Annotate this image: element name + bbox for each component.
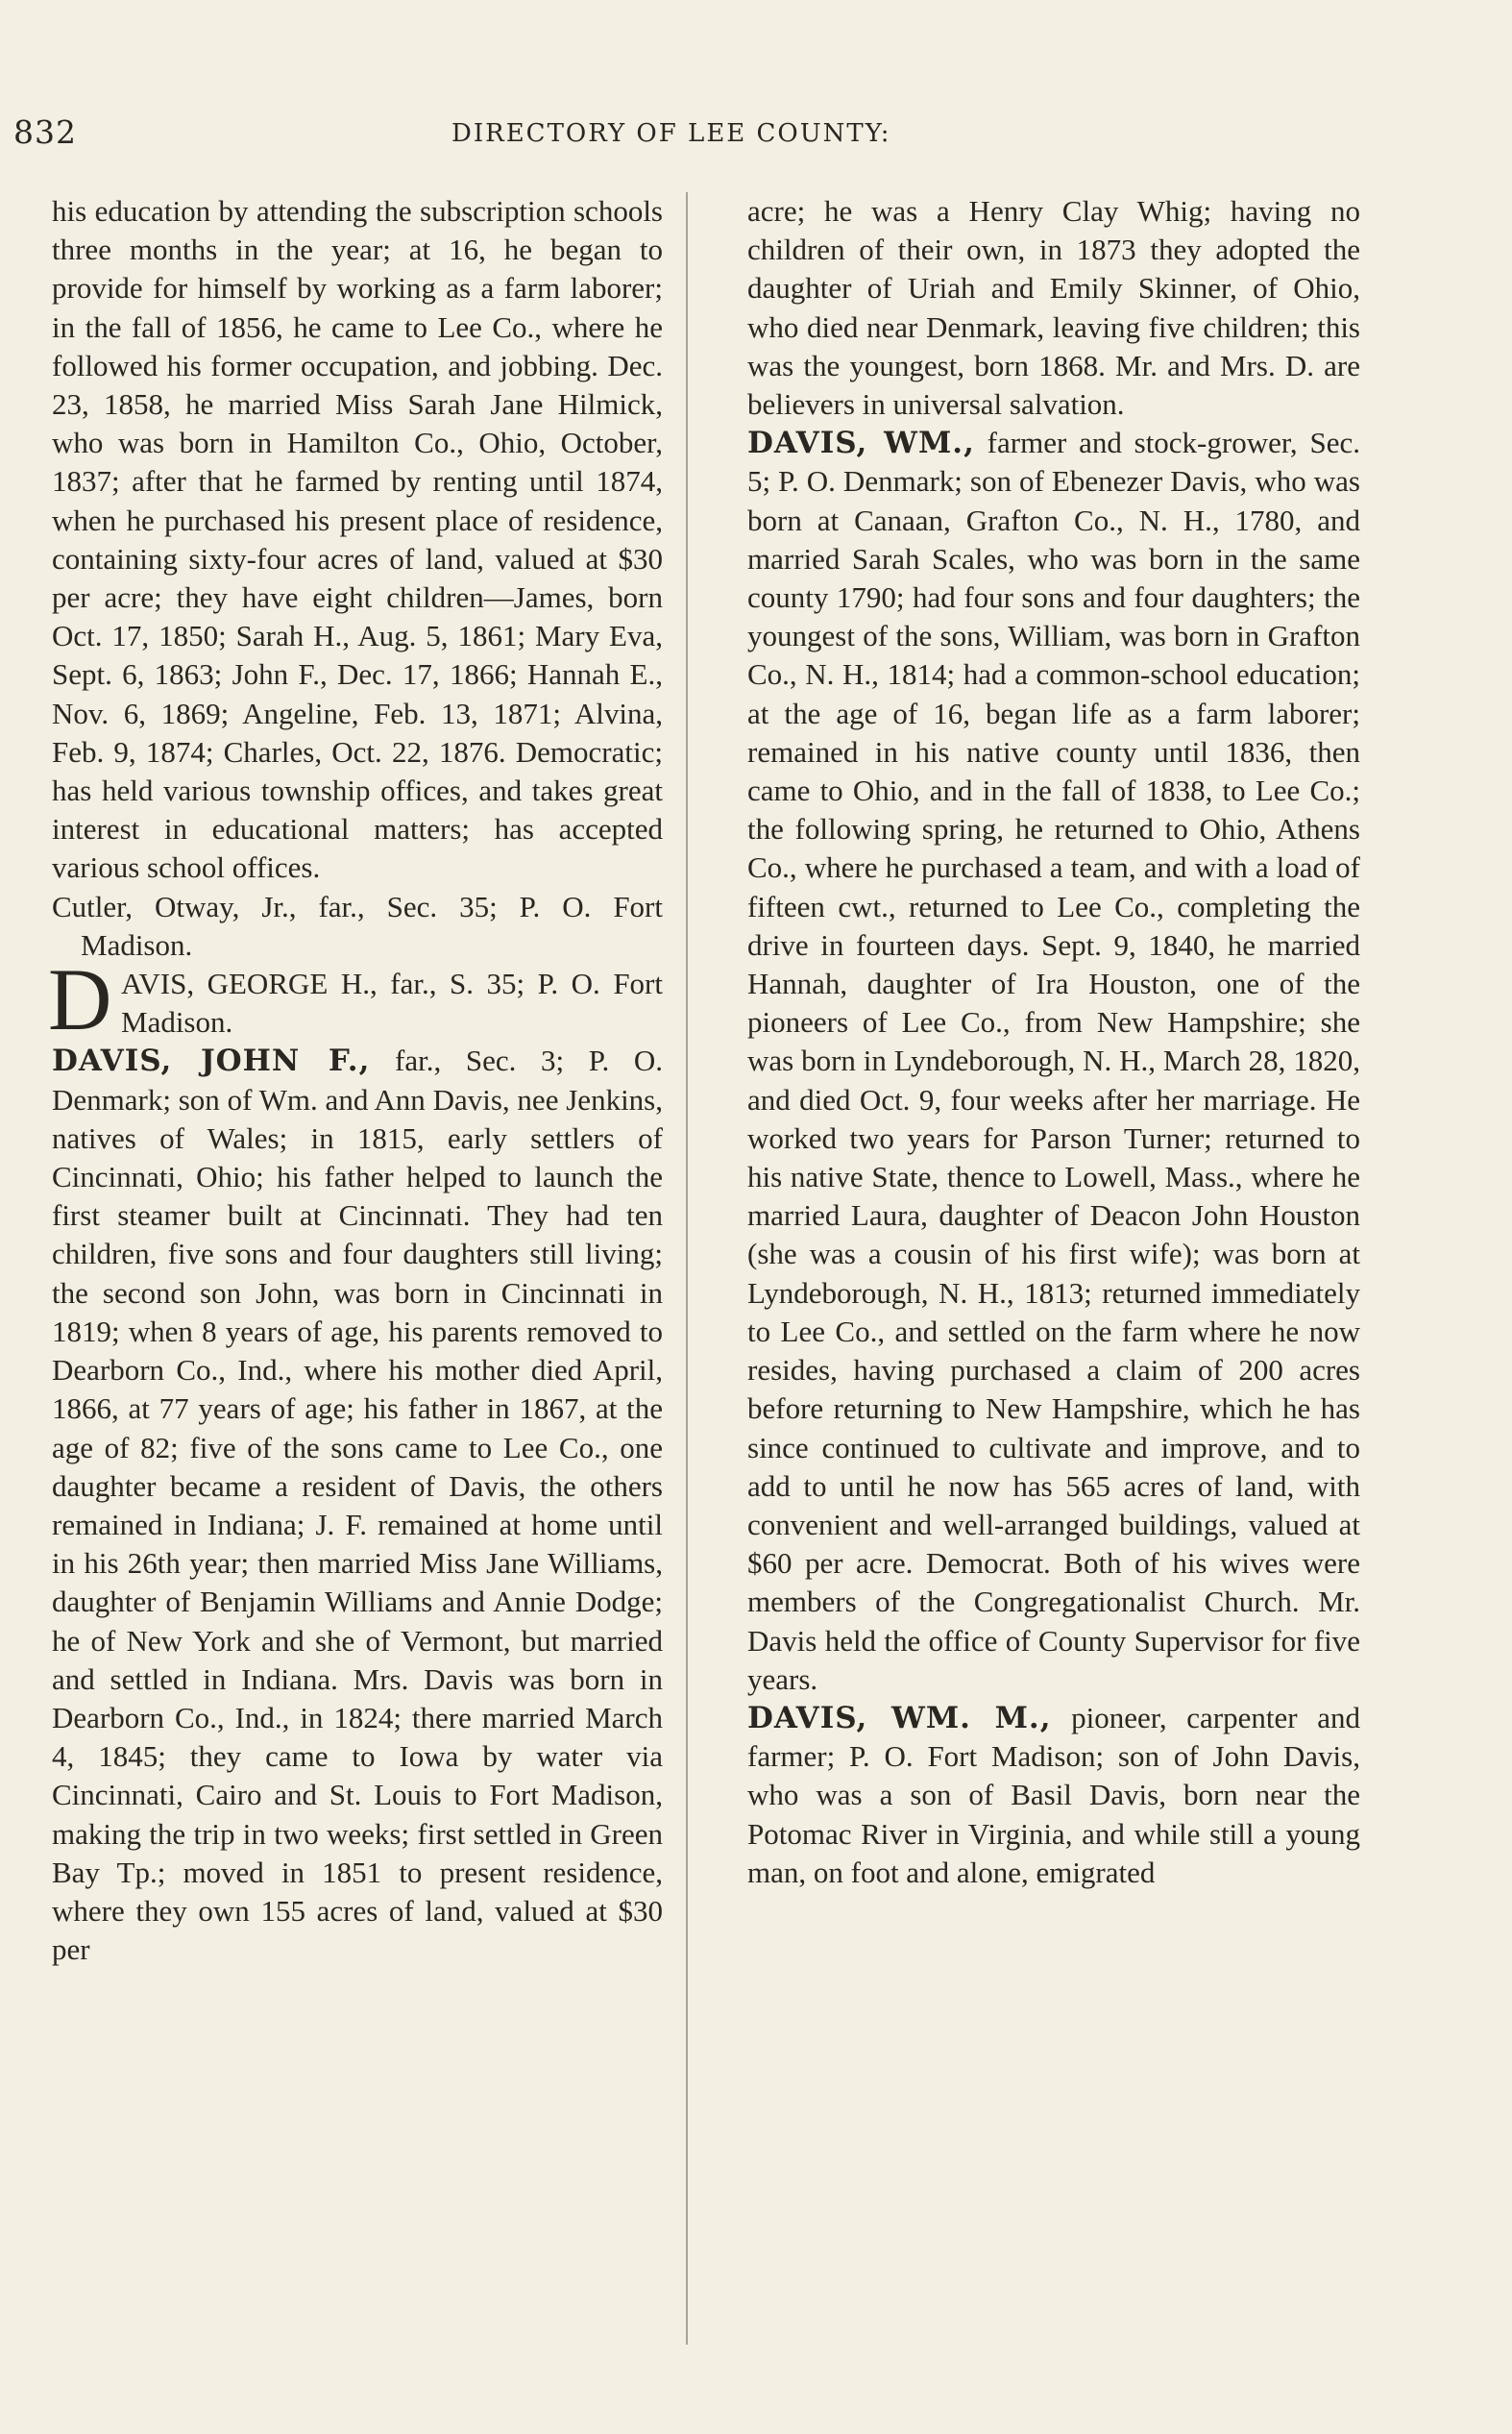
- entry-text: farmer and stock-grower, Sec. 5; P. O. Denmark; son of Ebenezer Davis, who was born at Canaan, Grafton Co., N. H., 1780, and married Sarah Scales, who was born in the same county 1790; had four sons and four daughters; the youngest of the sons, William, was born in Grafton Co., N. H., 1814; had a common-school education; at the age of 16, began life as a farm laborer; remained in his native county until 1836, then came to Ohio, and in the fall of 1838, to Lee Co.; the following spring, he returned to Ohio, Athens Co., where he purchased a team, and with a load of fifteen cwt., returned to Lee Co., completing the drive in fourteen days. Sept. 9, 1840, he married Hannah, daughter of Ira Houston, one of the pioneers of Lee Co., from New Hampshire; she was born in Lyndeborough, N. H., March 28, 1820, and died Oct. 9, four weeks after her marriage. He worked two years for Parson Turner; returned to his native State, thence to Lowell, Mass., where he married Laura, daughter of Deacon John Houston (she was a cousin of his first wife); was born at Lyndeborough, N. H., 1813; returned immediately to Lee Co., and settled on the farm where he now resides, having purchased a claim of 200 acres before returning to New Hampshire, which he has since continued to cultivate and improve, and to add to until he now has 565 acres of land, with convenient and well-arranged buildings, valued at $60 per acre. Democrat. Both of his wives were members of the Congregationalist Church. Mr. Davis held the office of County Supervisor for five years.: [747, 426, 1360, 1696]
- entry-heading: DAVIS, WM. M.,: [747, 1700, 1052, 1735]
- entry-continuation: his education by attending the subscription schools three months in the year; at 16, he began to provide for himself by working as a farm laborer; in the fall of 1856, he came to Lee Co., where he followed his former occupation, and jobbing. Dec. 23, 1858, he married Miss Sarah Jane Hilmick, who was born in Hamilton Co., Ohio, October, 1837; after that he farmed by renting until 1874, when he purchased his present place of residence, containing sixty-four acres of land, valued at $30 per acre; they have eight children—James, born Oct. 17, 1850; Sarah H., Aug. 5, 1861; Mary Eva, Sept. 6, 1863; John F., Dec. 17, 1866; Hannah E., Nov. 6, 1869; Angeline, Feb. 13, 1871; Alvina, Feb. 9, 1874; Charles, Oct. 22, 1876. Democratic; has held various township offices, and takes great interest in educational matters; has accepted various school offices.: [52, 194, 663, 885]
- running-title: DIRECTORY OF LEE COUNTY:: [451, 119, 891, 148]
- left-column: [48, 192, 663, 1969]
- page-number: 832: [13, 113, 77, 151]
- entry-davis-wm-m: [747, 1699, 1360, 1892]
- right-column: [747, 192, 1360, 1892]
- drop-cap: D: [48, 950, 112, 1049]
- column-divider: [686, 192, 688, 2345]
- entry-text: pioneer, carpenter and farmer; P. O. Fort Madison; son of John Davis, who was a son of Basil Davis, born near the Potomac River in Virginia, and while still a young man, on foot and alone, emigrated: [747, 1700, 1360, 1889]
- entry-davis-wm: [747, 424, 1360, 1699]
- entry-davis-george: [48, 950, 663, 1049]
- entry-heading: DAVIS, JOHN F.,: [52, 1044, 371, 1079]
- entry-text: far., Sec. 3; P. O. Denmark; son of Wm. and Ann Davis, nee Jenkins, natives of Wales; in 1815, early settlers of Cincinnati, Ohio; his father helped to launch the first steamer built at Cincinnati. They had ten children, five sons and four daughters still living; the second son John, was born in Cincinnati in 1819; when 8 years of age, his parents removed to Dearborn Co., Ind., where his mother died April, 1866, at 77 years of age; his father in 1867, at the age of 82; five of the sons came to Lee Co., one daughter became a resident of Davis, the others remained in Indiana; J. F. remained at home until in his 26th year; then married Miss Jane Williams, daughter of Benjamin Williams and Annie Dodge; he of New York and she of Vermont, but married and settled in Indiana. Mrs. Davis was born in Dearborn Co., Ind., in 1824; there married March 4, 1845; they came to Iowa by water via Cincinnati, Cairo and St. Louis to Fort Madison, making the trip in two weeks; first settled in Green Bay Tp.; moved in 1851 to present residence, where they own 155 acres of land, valued at $30 per: [52, 1044, 663, 1967]
- entry-continuation: acre; he was a Henry Clay Whig; having no children of their own, in 1873 they adopted the daughter of Uriah and Emily Skinner, of Ohio, who died near Denmark, leaving five children; this was the youngest, born 1868. Mr. and Mrs. D. are believers in universal salvation.: [747, 194, 1360, 422]
- page-header: [0, 113, 1512, 161]
- entry-davis-john: [52, 1042, 663, 1969]
- entry-heading: DAVIS, WM.,: [747, 426, 975, 461]
- entry-text: AVIS, GEORGE H., far., S. 35; P. O. Fort Madison.: [121, 967, 663, 1040]
- entry-cutler-otway: Cutler, Otway, Jr., far., Sec. 35; P. O. Fort Madison.: [52, 889, 663, 962]
